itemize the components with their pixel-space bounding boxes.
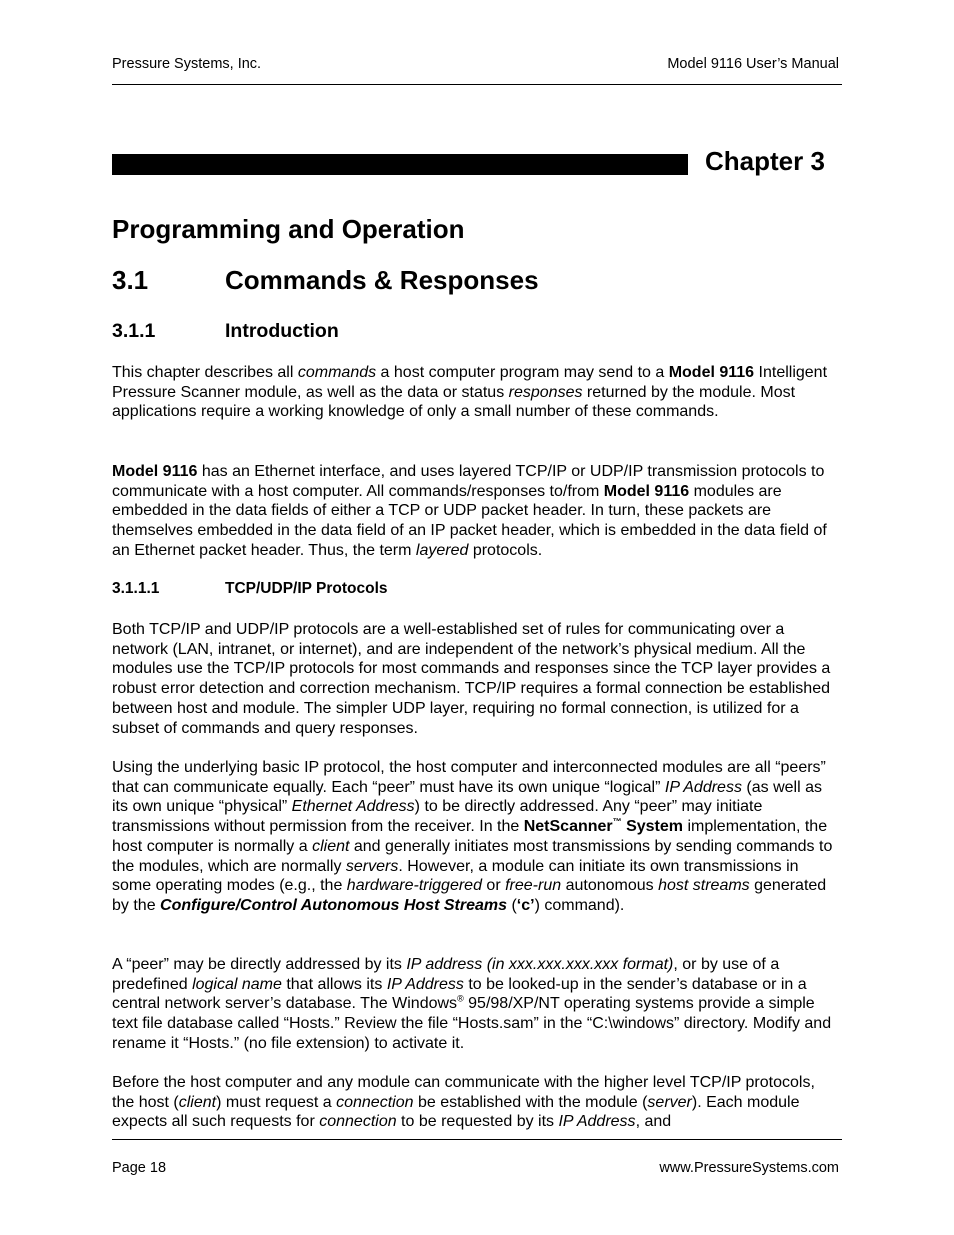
text-bold: Model 9116 [603,482,690,500]
text-bold [524,818,683,835]
text-bold: Model 9116 [112,463,198,480]
text-run: or [481,877,506,895]
text-run: be established with the module ( [413,1093,648,1111]
text-run: , or by use of a predefined [112,956,780,993]
paragraph-intro [112,363,838,422]
section-title: Commands & Responses [225,265,539,295]
text-run: (as well as its own unique “physical” [112,778,822,816]
text-run: protocols. [468,541,543,559]
section-heading [112,265,539,296]
text-bold: ‘c’ [516,896,535,914]
text-run: 95/98/XP/NT operating systems provide a simple text file database called “Hosts.” Review the file “Hosts.sam” in the “C:\windows” directory. Modify and rename it “Hosts.” (no file extension) to activate it. [112,995,832,1052]
paragraph-protocols: Both TCP/IP and UDP/IP protocols are a well-established set of rules for communicating over a network (LAN, intranet, or internet), and are independent of the network’s physical medium. All the modules use the TCP/IP protocols for most commands and responses since the TCP layer provides a robust error detection and correction mechanism. TCP/IP requires a formal connection be established between host and module. The simpler UDP layer, requiring no formal connection, is utilized for a subset of commands and query responses. [112,621,831,737]
text-run: autonomous [561,877,659,895]
header-company: Pressure Systems, Inc. [112,56,262,72]
chapter-label: Chapter 3 [705,146,825,176]
text-run: that allows its [281,975,387,993]
subsubsection-title: TCP/UDP/IP Protocols [225,580,388,597]
text-italic: responses [508,383,583,401]
text-run: Intelligent Pressure Scanner module, as well as the data or status [112,364,828,401]
header-manual-title: Model 9116 User’s Manual [667,56,839,72]
subsection-heading [112,320,339,343]
section-number: 3.1 [112,265,149,295]
text-italic: free-run [505,877,562,895]
text-italic: IP Address [558,1113,636,1131]
text-run: Before the host computer and any module can communicate with the higher level TCP/IP protocols, the host ( [112,1074,815,1111]
text-run: generated by the [112,877,827,914]
footer-rule [112,1139,842,1140]
text-italic: IP address (in xxx.xxx.xxx.xxx format) [406,956,674,973]
text-italic: commands [297,364,377,381]
text-run: has an Ethernet interface, and uses layered TCP/IP or UDP/IP transmission protocols to communicate with a host computer. All commands/responses to/from [112,463,825,500]
text-run: Using the underlying basic IP protocol, the host computer and interconnected modules are all “peers” that can communicate equally. Each “peer” must have its own unique “logical” [112,759,826,796]
trademark-symbol: ™ [612,816,622,827]
text-run: This chapter describes all [112,364,298,381]
text-italic: Ethernet Address [291,798,415,816]
text-run: ) must request a [216,1093,337,1111]
text-italic: hardware-triggered [346,877,482,895]
text-italic: server [647,1093,692,1111]
chapter-bar [112,154,688,175]
footer-page-number: Page 18 [112,1160,167,1176]
text-italic: client [312,837,350,855]
text-run: A “peer” may be directly addressed by its [112,956,407,973]
header-rule [112,84,842,85]
text-run: returned by the module. Most applications require a working knowledge of only a small number of these commands. [112,383,796,421]
paragraph-connection [112,1073,838,1132]
paragraph-addressing [112,955,838,1054]
text-italic: connection [336,1093,414,1111]
page-title: Programming and Operation [112,214,465,244]
text-italic: IP Address [386,975,464,993]
text-italic: client [178,1093,217,1111]
text-italic: logical name [192,975,282,993]
text-run: to be requested by its [396,1113,559,1131]
text-bold-italic: Configure/Control Autonomous Host Streams [160,896,507,914]
text-run: a host computer program may send to a [376,364,669,381]
text-run: . However, a module can initiate its own transmissions in some operating modes (e.g., the [112,857,799,895]
text-run: ( [507,896,517,914]
text-run: to be looked-up in the sender’s database or in a central network server’s database. The Windows [112,975,807,1013]
subsection-title: Introduction [225,320,339,342]
subsubsection-heading [112,580,388,598]
text-bold-system: System [621,818,684,836]
text-run: implementation, the host computer is normally a [112,818,828,855]
subsubsection-number: 3.1.1.1 [112,580,160,597]
text-run: , and [635,1113,672,1131]
footer-website-link[interactable]: www.PressureSystems.com [659,1160,839,1176]
text-run: and generally initiates most transmissions by sending commands to the modules, which are normally [112,837,833,875]
paragraph-ethernet [112,462,838,561]
text-italic: layered [415,541,469,559]
text-italic: servers [345,857,399,875]
text-run: ) command). [534,896,625,914]
text-italic: host streams [658,877,750,895]
subsection-number: 3.1.1 [112,320,156,342]
paragraph-peers [112,758,838,916]
registered-symbol: ® [457,994,464,1005]
text-bold-netscanner: NetScanner [523,818,613,836]
text-italic: connection [319,1113,397,1131]
text-bold: Model 9116 [668,364,755,381]
text-italic: IP Address [664,778,742,796]
text-run: ) to be directly addressed. Any “peer” may initiate transmissions without permission from the receiver. In the [112,798,763,836]
text-run: modules are embedded in the data fields of either a TCP or UDP packet header. In turn, these packets are themselves embedded in the data field of an IP packet header, which is embedded in the data field of an Ethernet packet header. Thus, the term [112,482,827,559]
text-run: ). Each module expects all such requests for [112,1093,800,1131]
